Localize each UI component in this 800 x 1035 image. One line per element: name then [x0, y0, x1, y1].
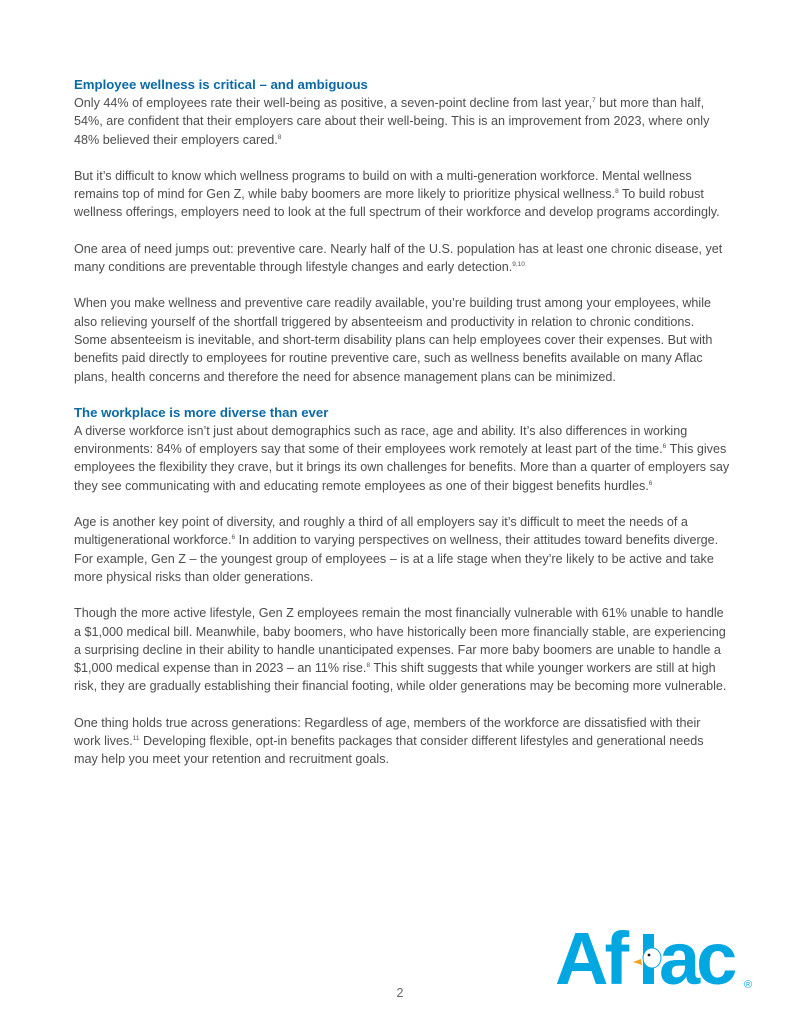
paragraph: One thing holds true across generations: Regardless of age, members of the workforce are dissatisfied with their work lives.$^{11}$ Developing flexible, opt-in benefits packages that consider different lifestyles and generational needs may help you meet your retention and recruitment goals. [74, 715, 704, 767]
svg-text:Af: Af [555, 922, 626, 992]
paragraph: Age is another key point of diversity, and roughly a third of all employers say it’s difficult to meet the needs of a multigenerational workforce.$^6$ In addition to varying perspectives on wellness, their attitudes toward benefits diverge. For example, Gen Z – the youngest group of employees – is at a life stage when they’re likely to be active and take more physical risks than older generations. [74, 515, 719, 584]
document-body [74, 76, 730, 787]
paragraph: One area of need jumps out: preventive care. Nearly half of the U.S. population has at least one chronic disease, yet many conditions are preventable through lifestyle changes and early detection.$^{9,10}$ [74, 241, 723, 275]
paragraph: A diverse workforce isn’t just about demographics such as race, age and ability. It’s also differences in working environments: 84% of employers say that some of their employees work remotely at least part of the time.$^6$ This gives employees the flexibility they crave, but it brings its own challenges for benefits. More than a quarter of employers say they see communicating with and educating remote employees as one of their biggest benefits hurdles.$^6$ [74, 423, 730, 493]
svg-text:ac: ac [659, 922, 734, 992]
paragraph: But it’s difficult to know which wellness programs to build on with a multi-generation workforce. Mental wellness remains top of mind for Gen Z, while baby boomers are more likely to prioritize physical wellness.$^8$ To build robust wellness offerings, employers need to look at the full spectrum of their workforce and develop programs accordingly. [74, 168, 720, 220]
svg-text:®: ® [744, 979, 753, 991]
paragraph: When you make wellness and preventive care readily available, you’re building trust among your employees, while also relieving yourself of the shortfall triggered by absenteeism and productivity in relation to chronic conditions. Some absenteeism is inevitable, and short-term disability plans can help employees cover their expenses. But with benefits paid directly to employees for routine preventive care, such as wellness benefits available on many Aflac plans, health concerns and therefore the need for absence management plans can be minimized. [74, 296, 713, 384]
aflac-logo [555, 922, 755, 992]
section-heading-wellness: Employee wellness is critical – and ambiguous [74, 77, 368, 92]
duck-icon [633, 948, 661, 968]
paragraph: Though the more active lifestyle, Gen Z employees remain the most financially vulnerable with 61% unable to handle a $1,000 medical bill. Meanwhile, baby boomers, who have historically been more financially stable, are experiencing a surprising decline in their ability to handle unanticipated expenses. Far more baby boomers are unable to handle a $1,000 medical expense than in 2023 – an 11% rise.$^8$ This shift suggests that while younger workers are still at high risk, they are gradually establishing their financial footing, while older generations may be becoming more vulnerable. [74, 606, 727, 694]
paragraph: Only 44% of employees rate their well-being as positive, a seven-point decline from last year,$^7$ but more than half, 54%, are confident that their employers care about their well-being. This is an improvement from 2023, where only 48% believed their employers cared.$^8$ [74, 96, 710, 147]
section-heading-diversity: The workplace is more diverse than ever [74, 404, 329, 420]
page-number: 2 [396, 986, 404, 1000]
